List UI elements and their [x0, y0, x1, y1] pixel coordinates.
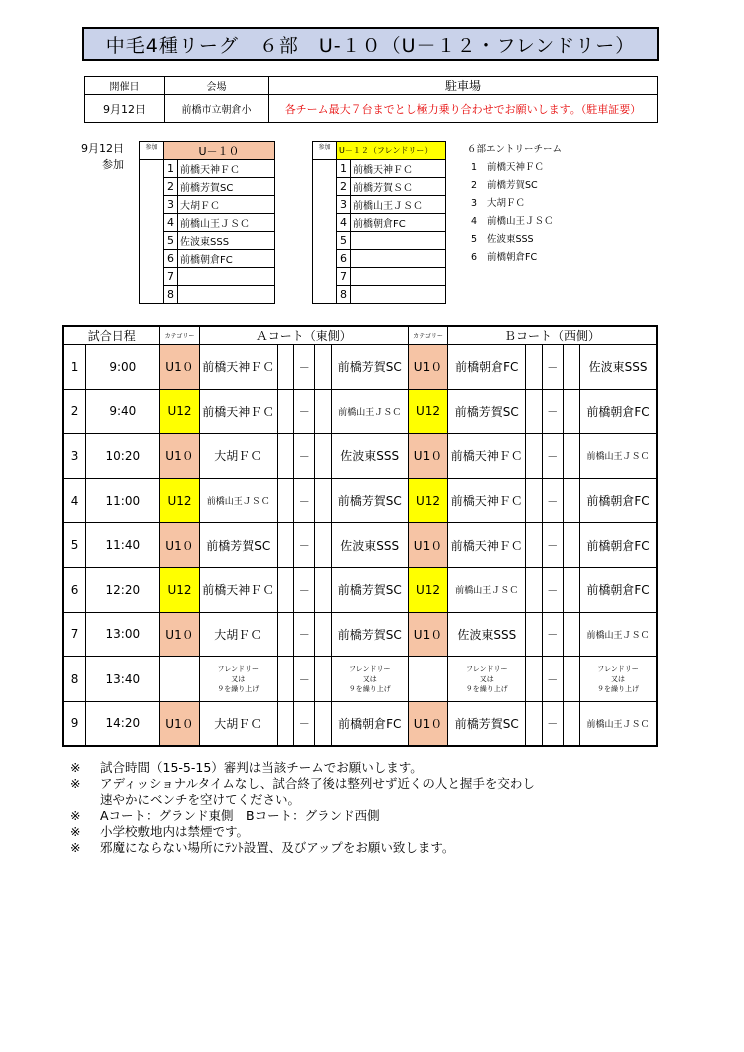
match-time: 11:40: [86, 523, 160, 568]
note-mark: ※: [70, 776, 81, 791]
versus-dash: －: [542, 567, 563, 612]
participation-date: 9月12日: [81, 142, 124, 155]
roster-spacer: [140, 160, 164, 178]
score-cell: [277, 345, 293, 390]
note-item: [70, 760, 535, 776]
versus-dash: －: [294, 389, 315, 434]
court-a-away-team: 前橋芳賀SC: [331, 612, 408, 657]
score-cell: [315, 434, 331, 479]
entry-team-name: 佐波東SSS: [487, 234, 534, 245]
versus-dash: －: [294, 612, 315, 657]
match-time: 14:20: [86, 701, 160, 746]
score-cell: [315, 389, 331, 434]
match-number: 7: [63, 612, 86, 657]
roster-team-name: 前橋芳賀SC: [178, 178, 275, 196]
court-a-home-team: 大胡ＦＣ: [199, 701, 277, 746]
court-a-home-team: 前橋天神ＦＣ: [199, 567, 277, 612]
court-a-home-team: 前橋天神ＦＣ: [199, 345, 277, 390]
score-cell: [563, 478, 579, 523]
versus-dash: －: [294, 478, 315, 523]
versus-dash: －: [542, 345, 563, 390]
score-cell: [526, 701, 542, 746]
entry-team-name: 前橋芳賀SC: [487, 180, 538, 191]
match-schedule-table: [62, 325, 658, 747]
versus-dash: －: [542, 701, 563, 746]
roster-number: 1: [337, 160, 351, 178]
court-a-away-team: 佐波東SSS: [331, 523, 408, 568]
court-a-away-team: 前橋芳賀SC: [331, 478, 408, 523]
score-cell: [526, 567, 542, 612]
roster-row: [140, 160, 275, 178]
match-time: 9:00: [86, 345, 160, 390]
roster-row: [313, 250, 446, 268]
court-b-home-team: 前橋天神ＦＣ: [448, 523, 526, 568]
match-time: 11:00: [86, 478, 160, 523]
entry-team-number: 2: [471, 180, 478, 191]
venue-table: [84, 76, 658, 123]
match-time: 10:20: [86, 434, 160, 479]
score-cell: [277, 612, 293, 657]
roster-row: [313, 160, 446, 178]
court-b-home-team: 佐波東SSS: [448, 612, 526, 657]
versus-dash: －: [542, 612, 563, 657]
score-cell: [563, 567, 579, 612]
court-a-home-team: 大胡ＦＣ: [199, 612, 277, 657]
roster-row: [140, 178, 275, 196]
match-number: 4: [63, 478, 86, 523]
entry-team-name: 前橋朝倉FC: [487, 252, 538, 263]
note-item: [70, 808, 535, 824]
score-cell: [315, 567, 331, 612]
roster-row: [140, 232, 275, 250]
court-b-category: U1０: [408, 701, 447, 746]
score-cell: [526, 389, 542, 434]
roster-spacer: [313, 178, 337, 196]
entry-team-item: [467, 195, 562, 213]
participation-label: [64, 141, 124, 173]
note-text: 小学校敷地内は禁煙です。: [100, 824, 250, 839]
court-b-away-team: フレンドリー 又は ９を繰り上げ: [580, 657, 657, 702]
roster-row: [313, 286, 446, 304]
u10-roster-header: U－１０: [164, 142, 275, 160]
roster-team-name: 前橋朝倉FC: [351, 214, 446, 232]
court-b-away-team: 前橋山王ＪＳＣ: [580, 701, 657, 746]
roster-number: 2: [337, 178, 351, 196]
roster-number: 6: [164, 250, 178, 268]
versus-dash: －: [542, 657, 563, 702]
score-cell: [563, 434, 579, 479]
roster-team-name: 大胡ＦＣ: [178, 196, 275, 214]
court-b-home-team: 前橋天神ＦＣ: [448, 434, 526, 479]
match-row: [63, 478, 657, 523]
court-a-category: U1０: [160, 345, 199, 390]
match-row: [63, 657, 657, 702]
note-mark: ※: [70, 840, 81, 855]
court-a-away-team: 前橋朝倉FC: [331, 701, 408, 746]
court-a-category: U12: [160, 567, 199, 612]
note-text: アディッショナルタイムなし、試合終了後は整列せず近くの人と握手を交わし 速やかにベンチを空けてください。: [100, 776, 535, 807]
court-a-category: U1０: [160, 523, 199, 568]
court-b-category: U1０: [408, 345, 447, 390]
note-item: [70, 840, 535, 856]
note-text: Aコート：グランド東側 Bコート：グランド西側: [100, 808, 380, 823]
score-cell: [315, 701, 331, 746]
court-b-category: U1０: [408, 612, 447, 657]
entry-team-item: [467, 159, 562, 177]
u12-roster: [312, 141, 446, 304]
roster-number: 3: [337, 196, 351, 214]
court-b-category: [408, 657, 447, 702]
roster-team-name: 前橋天神ＦＣ: [351, 160, 446, 178]
roster-team-name: [178, 268, 275, 286]
court-a-home-team: フレンドリー 又は ９を繰り上げ: [199, 657, 277, 702]
roster-row: [313, 214, 446, 232]
score-cell: [563, 345, 579, 390]
roster-number: 3: [164, 196, 178, 214]
parking-header: 駐車場: [269, 77, 658, 95]
score-cell: [315, 612, 331, 657]
score-cell: [563, 612, 579, 657]
score-cell: [277, 389, 293, 434]
roster-number: 5: [164, 232, 178, 250]
court-b-away-team: 前橋山王ＪＳＣ: [580, 434, 657, 479]
roster-number: 5: [337, 232, 351, 250]
court-b-away-team: 前橋朝倉FC: [580, 567, 657, 612]
court-a-header: Ａコート（東側）: [199, 326, 408, 345]
entry-team-name: 前橋山王ＪＳＣ: [487, 216, 554, 227]
sanka-label: 参加: [313, 142, 337, 160]
versus-dash: －: [542, 523, 563, 568]
court-b-category: U1０: [408, 523, 447, 568]
match-row: [63, 345, 657, 390]
entry-team-item: [467, 177, 562, 195]
category-header-a: カテゴリー: [160, 326, 199, 345]
court-b-home-team: 前橋山王ＪＳＣ: [448, 567, 526, 612]
score-cell: [526, 523, 542, 568]
score-cell: [277, 434, 293, 479]
entry-team-number: 6: [471, 252, 478, 263]
score-cell: [315, 657, 331, 702]
court-a-category: U12: [160, 389, 199, 434]
entry-title: ６部エントリーチーム: [467, 144, 563, 155]
court-a-away-team: 佐波東SSS: [331, 434, 408, 479]
court-a-category: U1０: [160, 434, 199, 479]
note-text: 邪魔にならない場所にﾃﾝﾄ設置、及びアップをお願い致します。: [100, 840, 455, 855]
roster-team-name: 前橋山王ＪＳＣ: [178, 214, 275, 232]
versus-dash: －: [542, 478, 563, 523]
court-b-away-team: 前橋朝倉FC: [580, 389, 657, 434]
court-b-away-team: 前橋朝倉FC: [580, 478, 657, 523]
court-b-home-team: フレンドリー 又は ９を繰り上げ: [448, 657, 526, 702]
match-number: 6: [63, 567, 86, 612]
entry-team-item: [467, 249, 562, 267]
versus-dash: －: [294, 701, 315, 746]
roster-row: [140, 268, 275, 286]
roster-number: 7: [164, 268, 178, 286]
entry-team-name: 前橋天神ＦＣ: [487, 162, 545, 173]
court-b-away-team: 前橋朝倉FC: [580, 523, 657, 568]
roster-team-name: [351, 286, 446, 304]
match-number: 1: [63, 345, 86, 390]
roster-number: 4: [164, 214, 178, 232]
score-cell: [526, 657, 542, 702]
roster-row: [140, 250, 275, 268]
category-header-b: カテゴリー: [408, 326, 447, 345]
match-number: 9: [63, 701, 86, 746]
roster-number: 4: [337, 214, 351, 232]
sanka-label: 参加: [140, 142, 164, 160]
court-a-category: U1０: [160, 612, 199, 657]
score-cell: [315, 478, 331, 523]
roster-team-name: 前橋天神ＦＣ: [178, 160, 275, 178]
match-number: 2: [63, 389, 86, 434]
roster-team-name: 前橋朝倉FC: [178, 250, 275, 268]
score-cell: [277, 657, 293, 702]
court-b-home-team: 前橋芳賀SC: [448, 701, 526, 746]
date-header: 開催日: [85, 77, 165, 95]
score-cell: [526, 612, 542, 657]
score-cell: [277, 523, 293, 568]
roster-team-name: [351, 232, 446, 250]
match-row: [63, 434, 657, 479]
court-a-category: [160, 657, 199, 702]
court-a-home-team: 大胡ＦＣ: [199, 434, 277, 479]
versus-dash: －: [542, 389, 563, 434]
court-a-category: U12: [160, 478, 199, 523]
score-cell: [526, 434, 542, 479]
roster-spacer: [313, 286, 337, 304]
entry-team-number: 3: [471, 198, 478, 209]
score-cell: [526, 478, 542, 523]
roster-number: 8: [337, 286, 351, 304]
participation-word: 参加: [102, 158, 124, 171]
roster-team-name: [351, 268, 446, 286]
roster-team-name: 前橋芳賀ＳＣ: [351, 178, 446, 196]
notes: [70, 760, 535, 856]
roster-spacer: [313, 160, 337, 178]
roster-row: [140, 214, 275, 232]
court-a-away-team: 前橋山王ＪＳＣ: [331, 389, 408, 434]
note-mark: ※: [70, 824, 81, 839]
u12-roster-header: U－１２（フレンドリー）: [337, 142, 446, 160]
roster-row: [313, 232, 446, 250]
roster-spacer: [140, 268, 164, 286]
entry-team-list: [467, 141, 563, 263]
roster-team-name: 前橋山王ＪＳＣ: [351, 196, 446, 214]
court-b-category: U12: [408, 389, 447, 434]
entry-team-number: 5: [471, 234, 478, 245]
roster-spacer: [140, 286, 164, 304]
match-row: [63, 612, 657, 657]
place-header: 会場: [165, 77, 269, 95]
score-cell: [526, 345, 542, 390]
roster-spacer: [313, 268, 337, 286]
match-row: [63, 701, 657, 746]
schedule-header: 試合日程: [63, 326, 160, 345]
score-cell: [563, 657, 579, 702]
court-b-header: Ｂコート（西側）: [448, 326, 657, 345]
roster-spacer: [313, 196, 337, 214]
page-title: 中毛4種リーグ ６部 U-１０（U－１２・フレンドリー）: [82, 27, 659, 61]
entry-team-name: 大胡ＦＣ: [487, 198, 526, 209]
roster-number: 7: [337, 268, 351, 286]
match-time: 12:20: [86, 567, 160, 612]
roster-spacer: [313, 214, 337, 232]
court-a-home-team: 前橋天神ＦＣ: [199, 389, 277, 434]
versus-dash: －: [542, 434, 563, 479]
score-cell: [563, 389, 579, 434]
court-b-home-team: 前橋天神ＦＣ: [448, 478, 526, 523]
match-time: 13:40: [86, 657, 160, 702]
roster-row: [313, 196, 446, 214]
roster-row: [313, 178, 446, 196]
versus-dash: －: [294, 523, 315, 568]
match-time: 13:00: [86, 612, 160, 657]
court-a-away-team: 前橋芳賀SC: [331, 345, 408, 390]
court-b-away-team: 佐波東SSS: [580, 345, 657, 390]
entry-team-item: [467, 231, 562, 249]
roster-number: 8: [164, 286, 178, 304]
event-date: 9月12日: [85, 95, 165, 123]
court-b-away-team: 前橋山王ＪＳＣ: [580, 612, 657, 657]
court-b-home-team: 前橋芳賀SC: [448, 389, 526, 434]
note-item: [70, 824, 535, 840]
score-cell: [277, 701, 293, 746]
score-cell: [315, 345, 331, 390]
note-item: [70, 776, 535, 808]
court-a-home-team: 前橋山王ＪＳＣ: [199, 478, 277, 523]
entry-team-item: [467, 213, 562, 231]
roster-team-name: 佐波東SSS: [178, 232, 275, 250]
match-row: [63, 567, 657, 612]
court-a-category: U1０: [160, 701, 199, 746]
versus-dash: －: [294, 657, 315, 702]
court-b-home-team: 前橋朝倉FC: [448, 345, 526, 390]
parking-info: 各チーム最大７台までとし極力乗り合わせでお願いします。（駐車証要）: [269, 95, 658, 123]
court-b-category: U12: [408, 478, 447, 523]
court-a-away-team: 前橋芳賀SC: [331, 567, 408, 612]
versus-dash: －: [294, 567, 315, 612]
roster-spacer: [140, 178, 164, 196]
roster-number: 1: [164, 160, 178, 178]
match-time: 9:40: [86, 389, 160, 434]
roster-spacer: [140, 214, 164, 232]
note-mark: ※: [70, 760, 81, 775]
court-a-home-team: 前橋芳賀SC: [199, 523, 277, 568]
versus-dash: －: [294, 434, 315, 479]
versus-dash: －: [294, 345, 315, 390]
match-number: 8: [63, 657, 86, 702]
score-cell: [315, 523, 331, 568]
roster-spacer: [140, 232, 164, 250]
roster-row: [313, 268, 446, 286]
score-cell: [563, 701, 579, 746]
roster-team-name: [351, 250, 446, 268]
entry-team-number: 4: [471, 216, 478, 227]
u10-roster: [139, 141, 275, 304]
roster-spacer: [140, 196, 164, 214]
entry-team-number: 1: [471, 162, 478, 173]
roster-row: [140, 286, 275, 304]
court-b-category: U1０: [408, 434, 447, 479]
roster-team-name: [178, 286, 275, 304]
match-row: [63, 389, 657, 434]
roster-row: [140, 196, 275, 214]
score-cell: [277, 478, 293, 523]
score-cell: [563, 523, 579, 568]
match-number: 5: [63, 523, 86, 568]
court-a-away-team: フレンドリー 又は ９を繰り上げ: [331, 657, 408, 702]
court-b-category: U12: [408, 567, 447, 612]
roster-spacer: [140, 250, 164, 268]
roster-spacer: [313, 250, 337, 268]
roster-number: 2: [164, 178, 178, 196]
note-mark: ※: [70, 808, 81, 823]
venue-name: 前橋市立朝倉小: [165, 95, 269, 123]
match-number: 3: [63, 434, 86, 479]
score-cell: [277, 567, 293, 612]
note-text: 試合時間（15-5-15）審判は当該チームでお願いします。: [100, 760, 423, 775]
roster-spacer: [313, 232, 337, 250]
match-row: [63, 523, 657, 568]
roster-number: 6: [337, 250, 351, 268]
